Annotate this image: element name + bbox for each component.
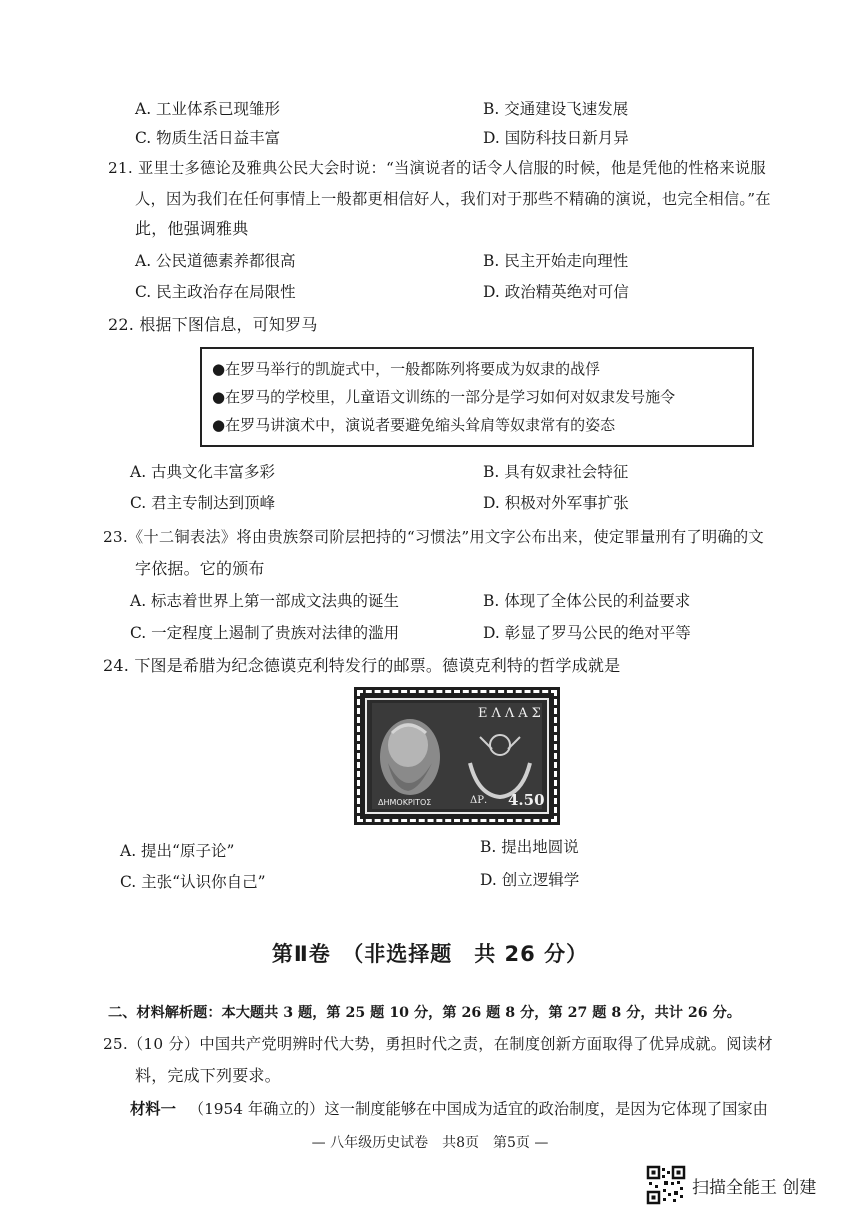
scanner-watermark (646, 1165, 816, 1205)
section-title: 第Ⅱ卷 （非选择题 共 26 分） (271, 942, 589, 966)
q21-option-b: B. 民主开始走向理性 (483, 252, 629, 270)
q22-info-box (200, 347, 754, 447)
q22-box-line-2: ●在罗马的学校里，儿童语文训练的一部分是学习如何对奴隶发号施令 (212, 388, 676, 406)
q21-option-d: D. 政治精英绝对可信 (483, 283, 629, 301)
q22-box-line-1: ●在罗马举行的凯旋式中，一般都陈列将要成为奴隶的战俘 (212, 360, 601, 378)
q23-option-a: A. 标志着世界上第一部成文法典的诞生 (130, 592, 400, 610)
q22-box-line-3: ●在罗马讲演术中，演说者要避免缩头耸肩等奴隶常有的姿态 (212, 416, 616, 434)
q24-option-c: C. 主张“认识你自己” (120, 873, 266, 891)
q24-option-b: B. 提出地圆说 (480, 838, 579, 856)
q20-option-d: D. 国防科技日新月异 (483, 129, 629, 147)
stamp-value: 4.50 (508, 791, 545, 809)
scanner-watermark-text: 扫描全能王 创建 (692, 1177, 817, 1198)
q21-option-c: C. 民主政治存在局限性 (135, 283, 296, 301)
q22-stem: 22. 根据下图信息，可知罗马 (108, 315, 318, 334)
q25-stem-line-2: 料，完成下列要求。 (135, 1066, 281, 1085)
q23-option-c: C. 一定程度上遏制了贵族对法律的滥用 (130, 624, 400, 642)
q25-stem-line-1: 25.（10 分）中国共产党明辨时代大势，勇担时代之责，在制度创新方面取得了优异成就。阅读材 (103, 1035, 773, 1053)
stamp-country: ΕΛΛΑΣ (478, 706, 545, 721)
material-text: （1954 年确立的）这一制度能够在中国成为适宜的政治制度，是因为它体现了国家由 (188, 1100, 768, 1118)
q22-option-d: D. 积极对外军事扩张 (483, 494, 629, 512)
q24-option-a: A. 提出“原子论” (120, 842, 235, 860)
stamp-name: ΔΗΜΟΚΡΙΤΟΣ (378, 798, 432, 807)
q24-option-d: D. 创立逻辑学 (480, 871, 580, 889)
part2-heading: 二、材料解析题：本大题共 3 题，第 25 题 10 分，第 26 题 8 分，第 27 题 8 分，共计 26 分。 (108, 1005, 741, 1021)
q20-option-c: C. 物质生活日益丰富 (135, 129, 281, 147)
q23-option-d: D. 彰显了罗马公民的绝对平等 (483, 624, 691, 642)
q21-option-a: A. 公民道德素养都很高 (135, 252, 296, 270)
democritus-stamp (357, 690, 557, 822)
q21-stem-line-2: 人，因为我们在任何事情上一般都更相信好人，我们对于那些不精确的演说，也完全相信。”在 (135, 190, 771, 208)
stamp-illustration (360, 693, 554, 819)
qr-code-icon (646, 1165, 686, 1205)
stamp-currency: ΔΡ. (470, 795, 488, 806)
q20-option-b: B. 交通建设飞速发展 (483, 100, 629, 118)
q21-stem-line-3: 此，他强调雅典 (135, 219, 249, 238)
q24-stem: 24. 下图是希腊为纪念德谟克利特发行的邮票。德谟克利特的哲学成就是 (103, 656, 621, 675)
material-one (130, 1098, 768, 1120)
q22-option-b: B. 具有奴隶社会特征 (483, 463, 629, 481)
q21-stem-line-1: 21. 亚里士多德论及雅典公民大会时说：“当演说者的话令人信服的时候，他是凭他的性格来说服 (108, 159, 766, 177)
material-label: 材料一 (130, 1100, 176, 1118)
q22-option-a: A. 古典文化丰富多彩 (130, 463, 276, 481)
q22-option-c: C. 君主专制达到顶峰 (130, 494, 276, 512)
q23-stem-line-2: 字依据。它的颁布 (135, 559, 265, 578)
q20-option-a: A. 工业体系已现雏形 (135, 100, 281, 118)
q23-option-b: B. 体现了全体公民的利益要求 (483, 592, 691, 610)
page-footer: — 八年级历史试卷 共8页 第5页 — (311, 1135, 549, 1151)
q23-stem-line-1: 23.《十二铜表法》将由贵族祭司阶层把持的“习惯法”用文字公布出来，使定罪量刑有了明确的文 (103, 528, 764, 546)
